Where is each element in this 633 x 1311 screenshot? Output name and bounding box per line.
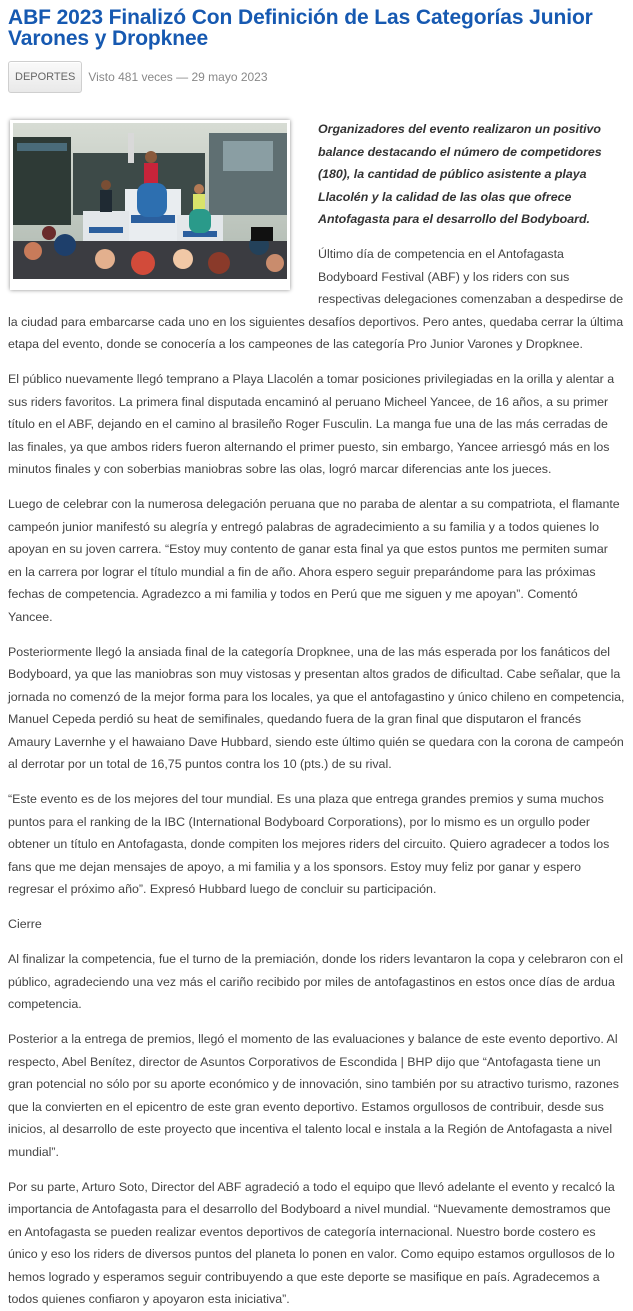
paragraph: Luego de celebrar con la numerosa delegación peruana que no paraba de alentar a su compatriota, el flamante campeón junior manifestó su alegría y entregó palabras de agradecimiento a su familia y a todos quienes lo apoyan en su joven carrera. “Estoy muy contento de ganar esta final ya que estos puntos me permiten sumar en la carrera por lograr el título mundial a fin de año. Ahora espero seguir preparándome para las próximas fechas de competencia. Agradezco a mi familia y todos en Perú que me siguen y me apoyan”. Comentó Yancee.	[8, 497, 620, 624]
article-title: ABF 2023 Finalizó Con Definición de Las Categorías Junior Varones y Dropknee	[8, 6, 593, 50]
paragraph: Por su parte, Arturo Soto, Director del ABF agradeció a todo el equipo que llevó adelante el evento y recalcó la importancia de Antofagasta para el desarrollo del Bodyboard a nivel mundial. “Nuevamente demostramos que en Antofagasta se pueden realizar eventos deportivos de categoría internacional. Nuestro borde costero es único y eso los riders de diversos puntos del planeta lo ponen en valor. Como equipo estamos orgullosos de lo hemos logrado y esperamos seguir contribuyendo a que este deporte se masifique en país. Agradecemos a todos quienes confiaron y apoyaron esta iniciativa”.	[8, 1179, 615, 1306]
category-badge[interactable]: DEPORTES	[8, 61, 82, 93]
article-meta	[8, 60, 625, 94]
article-photo[interactable]	[10, 120, 290, 290]
paragraph: El público nuevamente llegó temprano a Playa Llacolén a tomar posiciones privilegiadas en la orilla y alentar a sus riders favoritos. La primera final disputada encaminó al peruano Micheel Yancee, de 16 años, a su primer título en el ABF, dejando en el camino al brasileño Roger Fusculin. La manga fue una de las más cerradas de las finales, ya que ambos riders fueron alternando el primer puesto, sin embargo, Yancee arriesgó más en los minutos finales y con soberbias maniobras sobre las olas, logró marcar diferencias ante los jueces.	[8, 372, 615, 476]
podium-photo-icon	[13, 123, 287, 279]
paragraph: “Este evento es de los mejores del tour mundial. Es una plaza que entrega grandes premios y suma muchos puntos para el ranking de la IBC (International Bodyboard Corporations), por lo mismo es un orgullo poder obtener un título en Antofagasta, donde compiten los mejores riders del circuito. Quiero agradecer a todos los fans que me dejan mensajes de apoyo, a mi familia y a los sponsors. Estoy muy feliz por ganar y espero regresar el próximo año”. Expresó Hubbard luego de concluir su participación.	[8, 792, 610, 896]
paragraph: Último día de competencia en el Antofagasta Bodyboard Festival (ABF) y los riders con sus respectivas delegaciones comenzaban a despedirse de la ciudad para embarcarse cada uno en los siguientes desafíos deportivos. Pero antes, quedaba cerrar la última etapa del evento, donde se conocería a los campeones de las categoría Pro Junior Varones y Dropknee.	[8, 247, 624, 351]
article-lead: Organizadores del evento realizaron un positivo balance destacando el número de competidores (180), la cantidad de público asistente a playa Llacolén y la calidad de las olas que ofrece Antofagasta para el desarrollo del Bodyboard.	[318, 122, 602, 226]
paragraph: Al finalizar la competencia, fue el turno de la premiación, donde los riders levantaron la copa y celebraron con el público, agradeciendo una vez más el cariño recibido por miles de antofagastinos en estos once días de ardua competencia.	[8, 952, 624, 1011]
article-body	[8, 118, 625, 1311]
paragraph: Posteriormente llegó la ansiada final de la categoría Dropknee, una de las más esperada por los fanáticos del Bodyboard, ya que las maniobras son muy vistosas y presentan altos grados de dificultad. Cabe señalar, que la jornada no comenzó de la mejor forma para los locales, ya que el antofagastino y único chileno en competencia, Manuel Cepeda perdió su heat de semifinales, quedando fuera de la gran final que disputaron el francés Amaury Lavernhe y el hawaiano Dave Hubbard, siendo este último quién se quedara con la corona de campeón al derrotar por un total de 16,75 puntos contra los 10 (pts.) de su rival.	[8, 644, 625, 771]
views-and-date: Visto 481 veces — 29 mayo 2023	[88, 70, 268, 84]
section-heading-cierre: Cierre	[8, 917, 42, 931]
paragraph: Posterior a la entrega de premios, llegó el momento de las evaluaciones y balance de este evento deportivo. Al respecto, Abel Benítez, director de Asuntos Corporativos de Escondida | BHP dijo que “Antofagasta tiene un gran potencial no sólo por su aporte económico y de innovación, sino también por su atractivo turismo, razones que la convierten en el epicentro de este gran evento deportivo. Estamos orgullosos de contribuir, desde sus inicios, al desarrollo de este proyecto que incentiva el talento local e instala a la Región de Antofagasta a nivel mundial”.	[8, 1032, 619, 1159]
